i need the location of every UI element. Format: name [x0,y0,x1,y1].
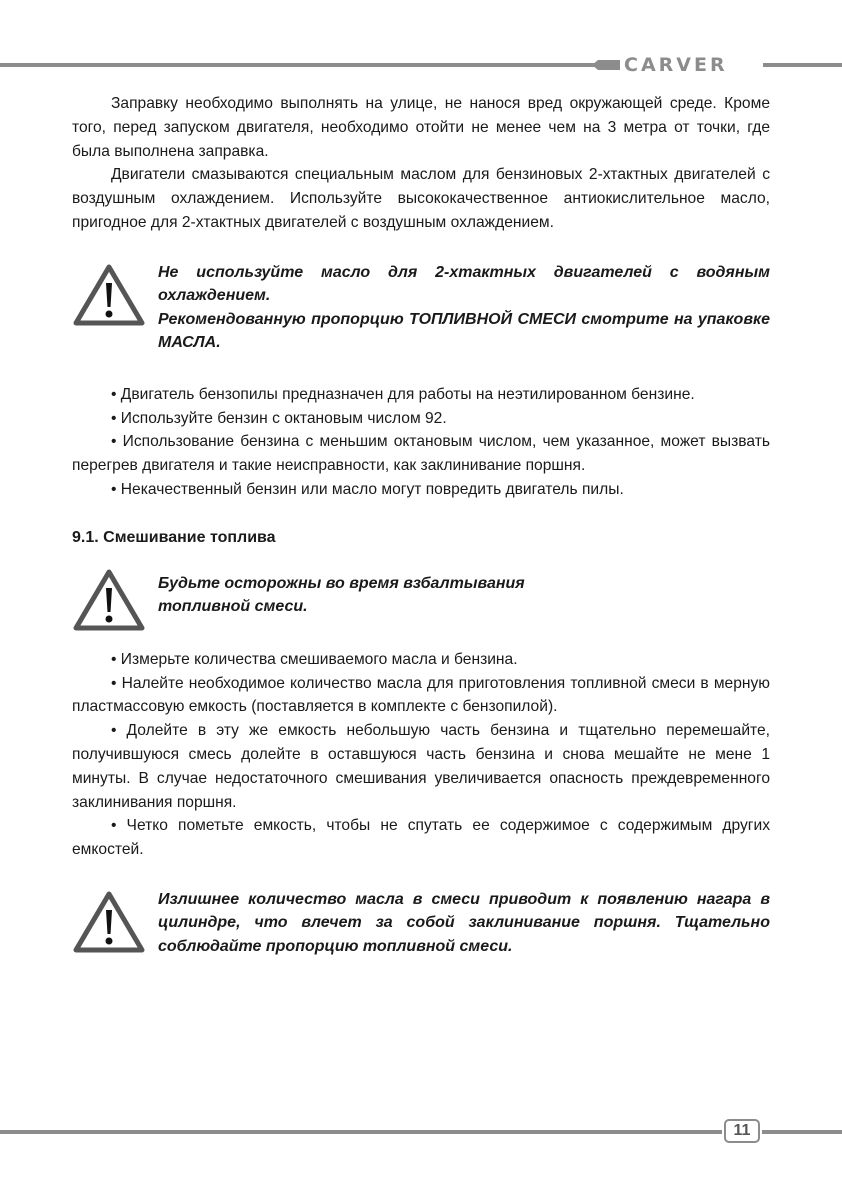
warning-triangle-icon [72,568,146,632]
bullet-item: • Налейте необходимое количество масла для приготовления топливной смеси в мерную пластмассовую емкость (поставляется в комплекте с бензопилой). [72,674,770,716]
header-rule-right [763,63,842,67]
bullet-item: • Используйте бензин с октановым числом 92. [111,409,447,427]
brand-logo [598,54,728,76]
warning-triangle-icon [72,890,146,954]
logo-bar-icon [598,60,620,70]
warning-triangle-icon [72,263,146,327]
paragraph: Двигатели смазываются специальным маслом для бензиновых 2-хтактных двигателей с воздушным охлаждением. Используйте высококачественное антиокислительное масло, пригодное для 2-хтактных двигателей с воздушным охлаждением. [72,166,770,231]
warning-block [72,261,770,355]
page-number: 11 [724,1119,760,1143]
bullet-item: • Долейте в эту же емкость небольшую часть бензина и тщательно перемешайте, получившуюся смесь долейте в оставшуюся часть бензина и снова мешайте не мене 1 минуты. В случае недостаточного смешивания увеличивается опасность преждевременного заклинивания поршня. [72,722,770,811]
bullet-item: • Использование бензина с меньшим октановым числом, чем указанное, может вызвать перегрев двигателя и такие неисправности, как заклинивание поршня. [72,433,770,475]
footer-rule-right [762,1130,842,1134]
warning-block [72,888,770,959]
bullet-item: • Четко пометьте емкость, чтобы не спутать ее содержимое с содержимым других емкостей. [72,817,770,859]
warning-line: Не используйте масло для 2-хтактных двигателей с водяным охлаждением. [158,263,770,305]
warning-text [158,261,770,355]
section-heading: 9.1. Смешивание топлива [72,528,276,546]
header-rule [0,63,594,67]
bullet-item: • Измерьте количества смешиваемого масла и бензина. [111,650,518,668]
paragraph: Заправку необходимо выполнять на улице, не нанося вред окружающей среде. Кроме того, перед запуском двигателя, необходимо отойти не менее чем на 3 метра от точки, где была выполнена заправка. [72,95,770,160]
page-content [72,92,770,980]
warning-block [72,566,770,632]
bullet-item: • Некачественный бензин или масло могут повредить двигатель пилы. [111,480,624,498]
brand-name: CARVER [624,54,728,76]
footer-rule [0,1130,722,1134]
bullet-item: • Двигатель бензопилы предназначен для работы на неэтилированном бензине. [111,385,695,403]
warning-text [158,572,770,619]
warning-line: Рекомендованную пропорцию ТОПЛИВНОЙ СМЕСИ смотрите на упаковке МАСЛА. [158,310,770,352]
warning-text: Излишнее количество масла в смеси приводит к появлению нагара в цилиндре, что влечет за собой заклинивание поршня. Тщательно соблюдайте пропорцию топливной смеси. [158,890,770,955]
warning-line: топливной смеси. [158,598,308,616]
warning-line: Будьте осторожны во время взбалтывания [158,574,525,592]
